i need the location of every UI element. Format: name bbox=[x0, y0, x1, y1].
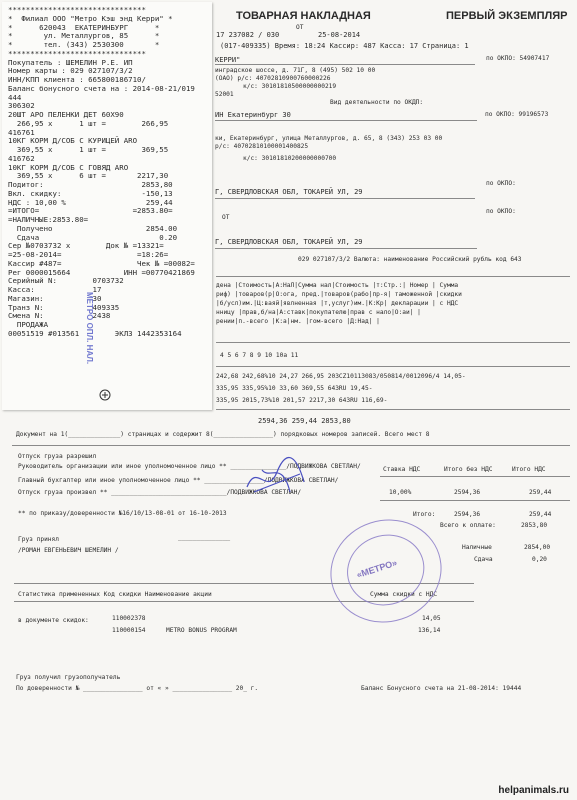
watermark: helpanimals.ru bbox=[498, 785, 569, 796]
table-head-1: дена |Стоимость|А:НаЛ|Сумма нал|Стоимость |т:Стр.:| Номер | Сумма bbox=[216, 282, 459, 289]
receipt-line: ******************************* bbox=[8, 48, 146, 58]
receipt-line: * 620043 ЕКАТЕРИНБУРГ * bbox=[8, 22, 160, 32]
supplier-line-4: к/с: 30101810500000000219 bbox=[243, 83, 337, 90]
receipt-line: Кассир #487= Чек № =00082= bbox=[8, 258, 195, 268]
vat-head-vat: Итого НДС bbox=[512, 466, 546, 473]
power-of-attorney: ** по приказу/доверенности №16/10/13-08-01 от 16-10-2013 bbox=[18, 510, 227, 517]
contract-line: 029 027107/3/2 Валюта: наименование Российский рубль код 643 bbox=[298, 256, 522, 263]
cash-value: 2854,00 bbox=[524, 544, 551, 551]
discount-row2-name: METRO BONUS PROGRAM bbox=[166, 627, 237, 634]
vat-total-vat: 259,44 bbox=[529, 511, 552, 518]
change-value: 0,20 bbox=[532, 556, 547, 563]
warehouse-line-2: ки, Екатеринбург, улица Металлургов, д. 65, 8 (343) 253 03 00 bbox=[215, 135, 443, 142]
copy-label: ПЕРВЫЙ ЭКЗЕМПЛЯР bbox=[446, 10, 568, 22]
discount-row1-label: в документе скидок: bbox=[18, 617, 89, 624]
vat-net: 2594,36 bbox=[454, 489, 481, 496]
table-row: 242,68 242,68%10 24,27 266,95 203CZ10113083/050814/0012096/4 14,05- bbox=[216, 373, 466, 380]
bonus-balance: Баланс Бонусного счета на 21-08-2014: 19444 bbox=[361, 685, 522, 692]
discount-row2-sum: 136,14 bbox=[418, 627, 441, 634]
doc-number: 17 237082 / 030 bbox=[216, 31, 280, 39]
header-row2: (017-409335) Время: 18:24 Кассир: 487 Касса: 17 Страница: 1 bbox=[220, 42, 469, 50]
table-row: 335,95 2015,73%10 201,57 2217,30 643RU 116,69- bbox=[216, 397, 388, 404]
receipt-line: * тел. (343) 2530300 * bbox=[8, 40, 160, 49]
receipt-line: Сер №0703732 х Док № =13321= bbox=[8, 241, 164, 251]
warehouse-line-3: р/с: 40702810100001400825 bbox=[215, 143, 309, 150]
warehouse-line-1: ИН Екатеринбург 30 bbox=[215, 111, 291, 119]
supplier-line-2: инградское шоссе, д. 71Г, 8 (495) 502 10 00 bbox=[215, 67, 376, 74]
paid-cash-stamp: МЕТРО ОПЛ. НАЛ. bbox=[85, 292, 94, 365]
receipt-line: Покупатель : ШЕМЕЛИН Р.Е. ИП bbox=[8, 57, 133, 67]
discount-row2-code: 110000154 bbox=[112, 627, 146, 634]
receipt-line: =25-08-2014= =18:26= bbox=[8, 250, 169, 259]
ot-label-2: ОТ bbox=[222, 214, 230, 221]
vat-value: 259,44 bbox=[529, 489, 552, 496]
receipt-line: ******************************* bbox=[8, 5, 146, 14]
receipt-line: * ул. Металлургов, 85 * bbox=[8, 31, 160, 41]
ot-label: ОТ bbox=[296, 24, 304, 31]
warehouse-line-4: к/с: 30101810200000000700 bbox=[243, 155, 337, 162]
signature bbox=[242, 452, 312, 502]
receipt-line: 266,95 х 1 шт = 266,95 bbox=[8, 118, 169, 128]
company-stamp: «МЕТРО» bbox=[317, 505, 455, 637]
activity-label: Вид деятельности по ОКДП: bbox=[330, 99, 424, 106]
buyer-line-2: Г, СВЕРДЛОВСКАЯ ОБЛ, ТОКАРЕЙ УЛ, 29 bbox=[215, 238, 363, 246]
buyer-line-1: Г, СВЕРДЛОВСКАЯ ОБЛ, ТОКАРЕЙ УЛ, 29 bbox=[215, 188, 363, 196]
cash-receipt bbox=[2, 2, 212, 410]
receipt-logo-icon bbox=[99, 389, 111, 401]
receipt-line: 20ШТ АРО ПЕЛЕНКИ ДЕТ 60Х90 bbox=[8, 110, 124, 119]
receipt-line: Транз N: 409335 bbox=[8, 302, 120, 312]
column-numbers: 4 5 6 7 8 9 10 10а 11 bbox=[220, 352, 299, 359]
supplier-line-3: (ОАО) р/с: 40702810900760000226 bbox=[215, 75, 331, 82]
okpo-4: по ОКПО: bbox=[486, 208, 516, 215]
receipt-line: 00051519 #013561 ЭКЛЗ 1442353164 bbox=[8, 328, 182, 338]
receipt-line: ИНН/КПП клиента : 665800186710/ bbox=[8, 75, 146, 84]
receipt-line: Серийный N: 0703732 bbox=[8, 276, 124, 286]
pay-value: 2853,80 bbox=[521, 522, 548, 529]
release-director: Руководитель организации или иное уполномоченное лицо ** _______________/ПОДВИЖКОВА СВЕТЛАН/ bbox=[18, 463, 361, 470]
receipt-line: 369,55 х 6 шт = 2217,30 bbox=[8, 171, 169, 181]
okpo-2: по ОКПО: 99196573 bbox=[485, 111, 549, 118]
discount-row1-code: 110002378 bbox=[112, 615, 146, 622]
receipt-line: =ИТОГО= =2853.80= bbox=[8, 206, 173, 216]
release-produced: Отпуск груза произвел ** _______________________________/ПОДВИЖКОВА СВЕТЛАН/ bbox=[18, 489, 302, 496]
accepted-name: /РОМАН ЕВГЕНЬЕВИЧ ШЕМЕЛИН / bbox=[18, 547, 119, 554]
receipt-line: 416762 bbox=[8, 153, 35, 163]
receipt-line: 444 bbox=[8, 92, 22, 102]
discount-head: Статистика примененных Код скидки Наименование акции bbox=[18, 591, 212, 598]
receipt-line: 10КГ КОРМ Д/СОБ С КУРИЦЕЙ АRO bbox=[8, 136, 138, 146]
table-head-3: |б/усл)им.|Ц:ваяй|явлненная |т,услуг)им.|К:Кр| декларации | с НДС bbox=[216, 300, 459, 307]
vat-head-net: Итого без НДС bbox=[444, 466, 493, 473]
cash-label: Наличные bbox=[462, 544, 492, 551]
vat-total-label: Итого: bbox=[413, 511, 436, 518]
receipt-line: Номер карты : 029 027107/3/2 bbox=[8, 66, 133, 76]
receipt-line: НДС : 10,00 % 259,44 bbox=[8, 197, 173, 207]
receipt-line: Рег 0000015664 ИНН =00770421869 bbox=[8, 267, 195, 277]
receipt-line: Баланс бонусного счета на : 2014-08-21/019 bbox=[8, 83, 195, 93]
table-head-4: нницу |прав,б/на|А:ставк|покупателю|прав с нало|О:аи| | bbox=[216, 309, 421, 316]
receipt-line: 416761 bbox=[8, 127, 35, 137]
receipt-line: Подитог: 2853,80 bbox=[8, 180, 173, 189]
discount-head-sum: Сумма скидки с НДС bbox=[370, 591, 438, 598]
consignee-power: По доверенности № ________________ от « » ________________ 20_ г. bbox=[16, 685, 259, 692]
supplier-line-1: КЕРРИ" bbox=[215, 56, 241, 64]
accepted-title: Груз принял bbox=[18, 536, 59, 543]
receipt-line: Магазин: 30 bbox=[8, 293, 102, 303]
receipt-line: Сдача 0.20 bbox=[8, 232, 178, 242]
receipt-line: =НАЛИЧНЫЕ:2853.80= bbox=[8, 215, 89, 224]
receipt-line: Получено 2854.00 bbox=[8, 223, 178, 233]
table-head-5: рении|п.-всего |К:а|нм. |гом-всего |Д:Над| | bbox=[216, 318, 380, 325]
receipt-line: ПРОДАЖА bbox=[8, 320, 49, 329]
okpo-3: по ОКПО: bbox=[486, 180, 516, 187]
consignee-label: Груз получил грузополучатель bbox=[16, 674, 121, 681]
pages-line: Документ на 1(______________) страницах и содержит 8(________________) порядковых номеров записей. Всего мест 8 bbox=[16, 431, 430, 438]
vat-rate: 10,00% bbox=[389, 489, 412, 496]
table-head-2: риф) |товаров(р|О:ога, пред.|товаров(рабо|пр-я| таможенной |скидки bbox=[216, 291, 462, 298]
release-title: Отпуск груза разрешил bbox=[18, 453, 97, 460]
receipt-line: Смена N: 2438 bbox=[8, 311, 111, 321]
okpo-1: по ОКПО: 54907417 bbox=[486, 55, 550, 62]
discount-row1-sum: 14,05 bbox=[422, 615, 441, 622]
accepted-dash: ______________ bbox=[178, 534, 231, 541]
pay-label: Всего к оплате: bbox=[440, 522, 496, 529]
receipt-line: Вкл. скидку: -150,13 bbox=[8, 188, 173, 198]
supplier-line-5: 52001 bbox=[215, 91, 234, 98]
receipt-line: * Филиал ООО "Метро Кэш энд Керри" * bbox=[8, 13, 173, 23]
change-label: Сдача bbox=[474, 556, 493, 563]
receipt-line: 306302 bbox=[8, 101, 35, 111]
receipt-line: Касса: 17 bbox=[8, 285, 102, 294]
totals-row: 2594,36 259,44 2853,80 bbox=[258, 417, 351, 425]
receipt-line: 369,55 х 1 шт = 369,55 bbox=[8, 145, 169, 154]
doc-title: ТОВАРНАЯ НАКЛАДНАЯ bbox=[236, 10, 371, 22]
doc-date: 25-08-2014 bbox=[318, 31, 361, 39]
vat-head-rate: Ставка НДС bbox=[383, 466, 421, 473]
release-accountant: Главный бухгалтер или иное уполномоченное лицо ** ________________/ПОДВИЖКОВА СВЕТЛАН/ bbox=[18, 477, 339, 484]
receipt-line: 10КГ КОРМ Д/СОБ С ГОВЯД АRO bbox=[8, 162, 129, 172]
vat-total-net: 2594,36 bbox=[454, 511, 481, 518]
table-row: 335,95 335,95%10 33,60 369,55 643RU 19,45- bbox=[216, 385, 373, 392]
